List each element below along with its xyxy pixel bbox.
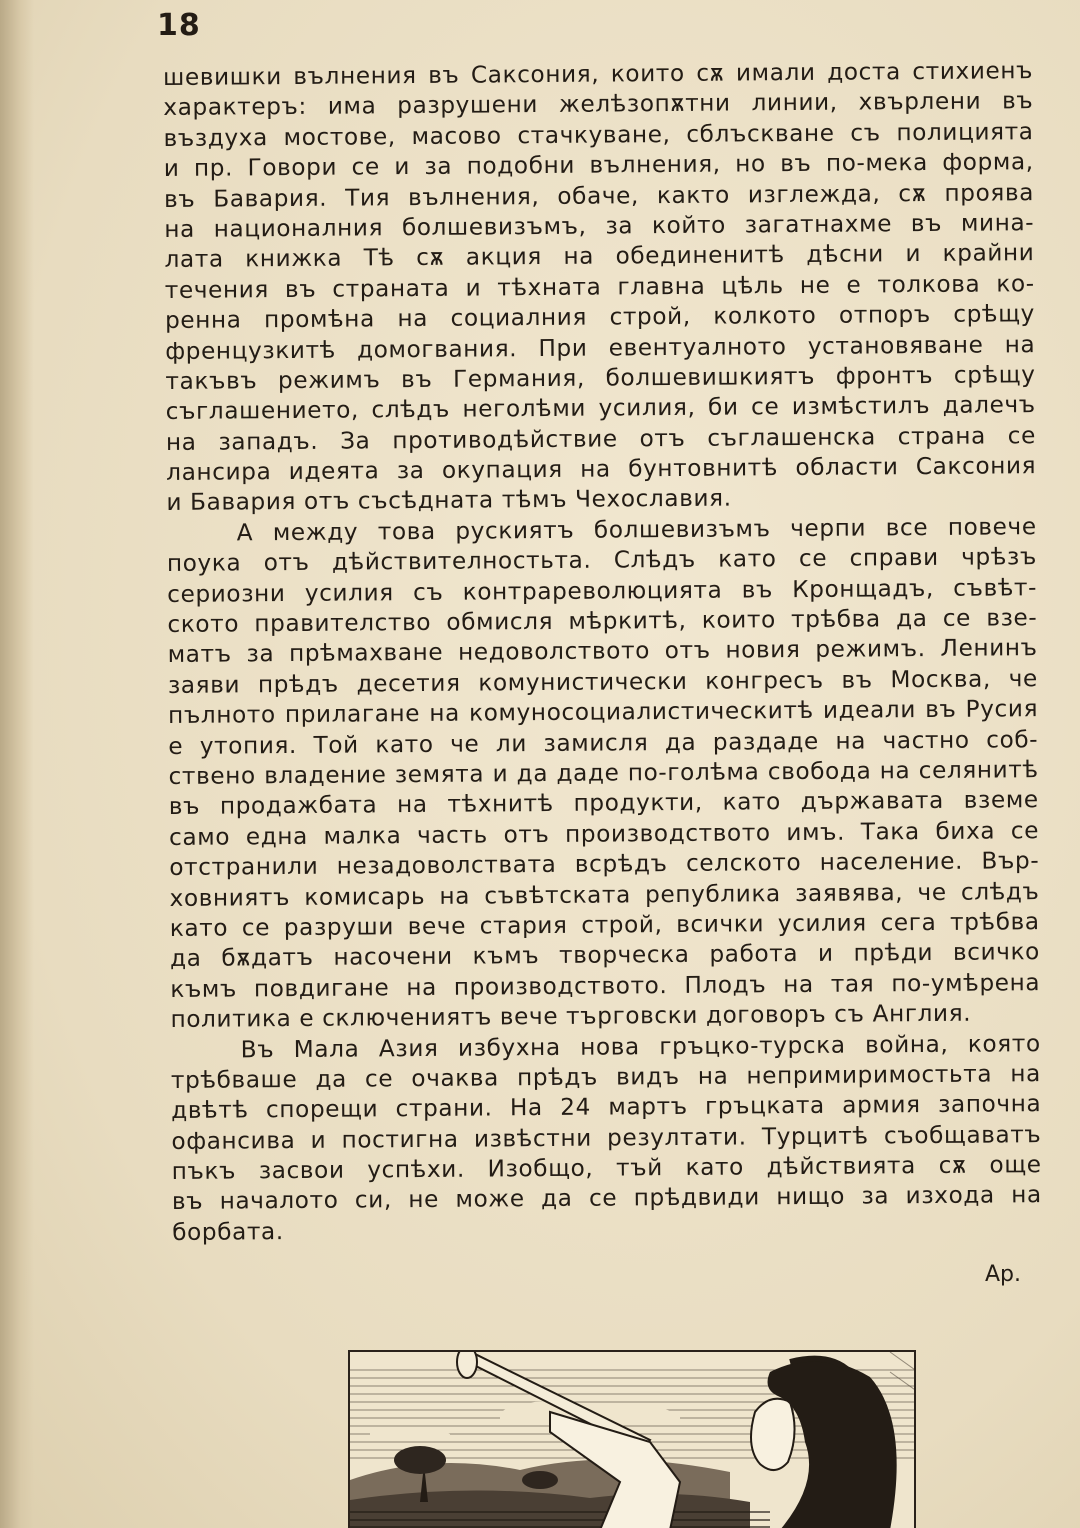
text-line: френцузкитѣ домогвания. При евентуалното установяване на: [165, 330, 1036, 365]
text-line: политика е сключениятъ вече търговски договоръ съ Англия.: [170, 999, 972, 1034]
text-line: такъвъ режимъ въ Германия, болшевишкиятъ фронтъ срѣщу: [165, 361, 1036, 395]
text-line: съглашението, слѣдъ неголѣми усилия, би се измѣстилъ далечъ: [165, 391, 1036, 426]
text-line: офансива и постигна извѣстни резултати. Турцитѣ съобщаватъ: [171, 1120, 1042, 1155]
text-line: трѣбваше да се очаква прѣдъ видъ на непримиримостьта на: [170, 1060, 1041, 1094]
text-line: като се разруши вече стария строй, всички усилия сега трѣбва: [169, 908, 1040, 942]
text-line: А между това рускиятъ болшевизъмъ черпи все повече: [236, 513, 1037, 547]
text-line: ствено владение земята и да даде по-голѣма свобода на селянитѣ: [168, 756, 1039, 790]
text-line: само една малка часть отъ производството имъ. Така биха се: [168, 816, 1040, 851]
text-line: лата книжка Тѣ сѫ акция на обединенитѣ дѣсни и крайни: [164, 239, 1035, 274]
page-spine-shadow: [0, 0, 34, 1528]
text-line: да бѫдатъ насочени къмъ творческа работа и прѣди всичко: [169, 938, 1041, 973]
woman-with-trumpet-engraving: [350, 1352, 916, 1528]
text-line: поука отъ дѣйствителностьта. Слѣдъ като се справи чрѣзъ: [166, 543, 1038, 578]
text-line: пъкъ засвои успѣхи. Изобщо, тъй като дѣйствията сѫ още: [171, 1151, 1042, 1186]
text-line: въ продажбата на тѣхнитѣ продукти, като държавата вземе: [168, 786, 1039, 821]
text-line: шевишки вълнения въ Саксония, които сѫ имали доста стихиенъ: [163, 57, 1034, 91]
text-line: ховниятъ комисарь на съвѣтската република заявява, че слѣдъ: [169, 877, 1040, 912]
text-line: е утопия. Той като че ли замисля да раздаде на частно соб-: [168, 725, 1039, 760]
text-line: Въ Мала Азия избухна нова гръцко-турска война, която: [240, 1029, 1041, 1063]
text-line: матъ за прѣмахване недоволството отъ новия режимъ. Ленинъ: [167, 634, 1038, 669]
text-line: сериозни усилия съ контрареволюцията въ Кронщадъ, съвѣт-: [167, 573, 1038, 608]
text-line: заяви прѣдъ десетия комунистически конгресъ въ Москва, че: [167, 664, 1038, 699]
text-line: ренна промѣна на социалния строй, колкото отпоръ срѣщу: [164, 300, 1036, 335]
text-line: борбата.: [172, 1217, 284, 1246]
author-signature: Ар.: [985, 1262, 1022, 1287]
text-line: къмъ повдигане на производството. Плодъ на тая по-умѣрена: [170, 968, 1041, 1003]
text-line: пълното прилагане на комуносоциалистическитѣ идеали въ Русия: [168, 695, 1039, 730]
text-line: ското правителство обмисля мѣркитѣ, които трѣбва да се взе-: [167, 604, 1038, 639]
text-line: течения въ страната и тѣхната главна цѣль не е толкова ко-: [164, 269, 1035, 304]
text-line: въ началото си, не може да се прѣдвиди нищо за изхода на: [171, 1181, 1042, 1216]
text-line: въздуха мостове, масово стачкуване, сблъскване съ полицията: [163, 117, 1034, 152]
text-line: отстранили незадоволствата всрѣдъ селското население. Вър-: [169, 847, 1040, 882]
text-line: и пр. Говори се и за подобни вълнения, но въ по-мека форма,: [163, 148, 1034, 183]
page-number: 18: [157, 8, 201, 43]
text-line: на западъ. За противодѣйствие отъ съглашенска страна се: [165, 421, 1036, 456]
vignette-illustration: [348, 1350, 916, 1528]
text-line: характеръ: има разрушени желѣзопѫтни линии, хвърлени въ: [163, 87, 1034, 122]
text-line: и Бавария отъ съсѣдната тѣмъ Чехославия.: [166, 485, 732, 517]
text-line: на националния болшевизъмъ, за който загатнахме въ мина-: [164, 209, 1035, 243]
text-line: въ Бавария. Тия вълнения, обаче, както изглежда, сѫ проява: [163, 178, 1035, 213]
text-line: двѣтѣ спорещи страни. На 24 мартъ гръцката армия започна: [171, 1090, 1042, 1125]
text-line: лансира идеята за окупация на бунтовнитѣ области Саксония: [166, 452, 1037, 487]
article-text: [163, 56, 1042, 1248]
